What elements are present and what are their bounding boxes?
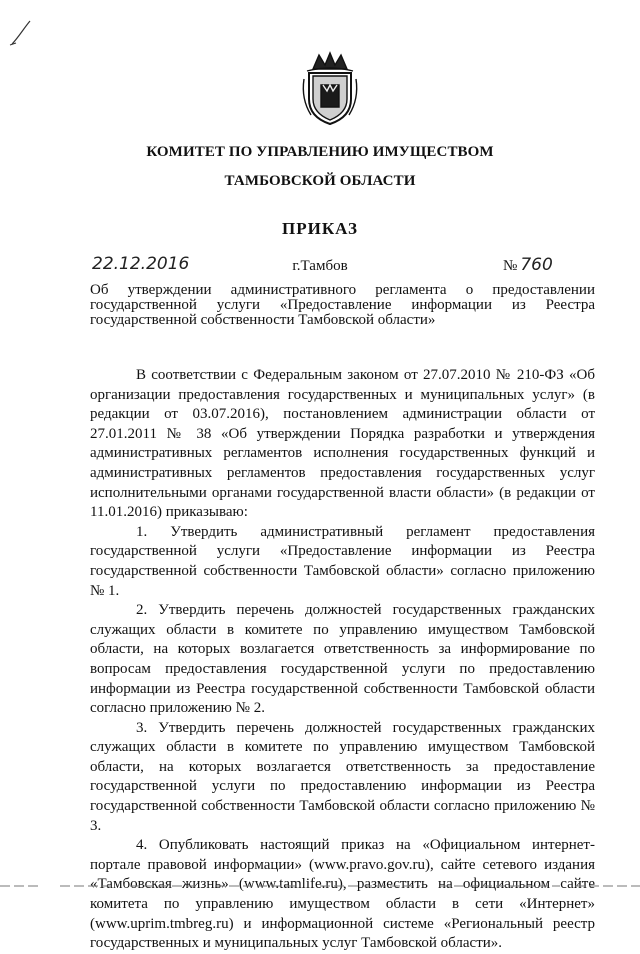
organization-region: ТАМБОВСКОЙ ОБЛАСТИ bbox=[224, 173, 416, 189]
order-subject: Об утверждении административного регламента о предоставлении государственной услуги «Предоставление информации из Реестра государственной собственности Тамбовской области» bbox=[90, 282, 595, 328]
order-number bbox=[503, 255, 553, 275]
pen-mark bbox=[8, 18, 38, 48]
preamble-paragraph: В соответствии с Федеральным законом от 27.07.2010 № 210-ФЗ «Об организации предоставления государственных и муниципальных услуг» (в редакции от 03.07.2016), постановлением администрации области от 27.01.2011 № 38 «Об утверждении Порядка разработки и утверждения административных регламентов исполнения государственных функций и административных регламентов предоставления государственных услуг исполнительными органами государственной власти области» (в редакции от 11.01.2016) приказываю: bbox=[90, 367, 595, 521]
order-body bbox=[90, 366, 595, 954]
order-item-2: 2. Утвердить перечень должностей государственных гражданских служащих области в комитете по управлению имуществом Тамбовской области, на которых возлагается ответственность за информирование по вопросам предоставления государственной услуги по предоставлению информации из Реестра государственной собственности Тамбовской области согласно приложению № 2. bbox=[90, 602, 595, 717]
order-city: г.Тамбов bbox=[292, 258, 348, 274]
organization-name: КОМИТЕТ ПО УПРАВЛЕНИЮ ИМУЩЕСТВОМ bbox=[146, 144, 494, 160]
scan-edge-artifact bbox=[0, 884, 640, 888]
number-value: 760 bbox=[520, 255, 553, 275]
document-type-title: ПРИКАЗ bbox=[282, 219, 358, 238]
order-item-1: 1. Утвердить административный регламент предоставления государственной услуги «Предоставление информации из Реестра государственной собственности Тамбовской области» согласно приложению № 1. bbox=[90, 523, 595, 599]
order-date: 22.12.2016 bbox=[92, 254, 190, 274]
number-prefix: № bbox=[503, 258, 518, 274]
order-item-4: 4. Опубликовать настоящий приказ на «Официальном интернет-портале правовой информации» (www.pravo.gov.ru), сайте сетевого издания «Тамбовская жизнь» (www.tamlife.ru), разместить на официальном сайте комитета по управлению имуществом области в сети «Интернет» (www.uprim.tmbreg.ru) и информационной системе «Региональный реестр государственных и муниципальных услуг Тамбовской области». bbox=[90, 837, 595, 952]
coat-of-arms-emblem bbox=[299, 49, 361, 127]
order-item-3: 3. Утвердить перечень должностей государственных гражданских служащих области в комитете по управлению имуществом Тамбовской области, на которых возлагается ответственность за предоставление государственной услуги по предоставлению информации из Реестра государственной собственности Тамбовской области согласно приложению № 3. bbox=[90, 719, 595, 834]
